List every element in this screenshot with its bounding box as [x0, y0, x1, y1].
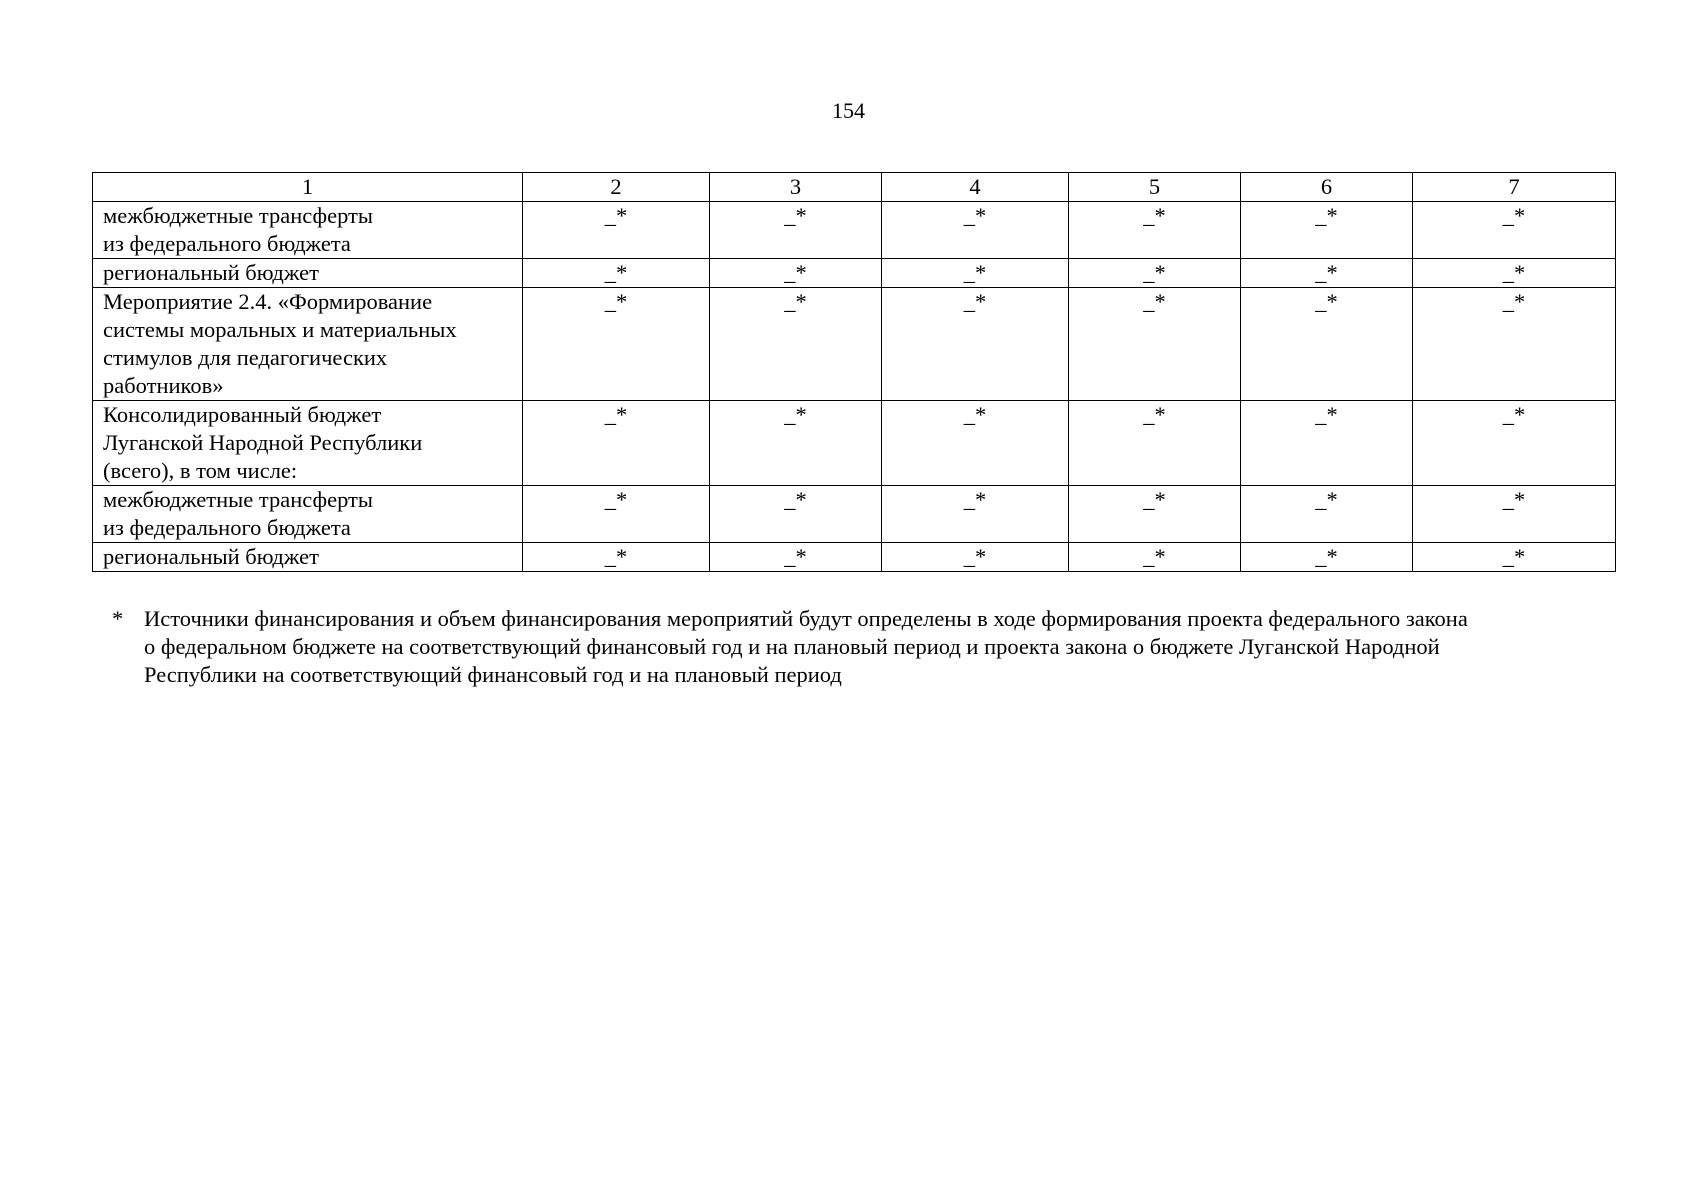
column-header: 3 [710, 173, 882, 202]
value-cell: _* [1241, 401, 1413, 486]
value-cell: _* [1069, 401, 1241, 486]
value-cell: _* [1413, 288, 1616, 401]
value-cell: _* [882, 543, 1069, 572]
value-cell: _* [523, 202, 710, 259]
table-row [93, 543, 1616, 572]
value-cell: _* [1069, 202, 1241, 259]
table-header-row [93, 173, 1616, 202]
row-label-line: Мероприятие 2.4. «Формирование [103, 289, 433, 314]
row-label-line: из федерального бюджета [103, 231, 351, 256]
value-cell: _* [1241, 202, 1413, 259]
footnote-line: о федеральном бюджете на соответствующий финансовый год и на плановый период и проекта закона о бюджете Луганской Народной [144, 634, 1440, 659]
value-cell: _* [710, 259, 882, 288]
value-cell: _* [710, 486, 882, 543]
row-label-cell [93, 401, 523, 486]
value-cell: _* [523, 486, 710, 543]
value-cell: _* [1069, 259, 1241, 288]
row-label-cell [93, 202, 523, 259]
value-cell: _* [882, 288, 1069, 401]
column-header: 6 [1241, 173, 1413, 202]
table-row [93, 259, 1616, 288]
value-cell: _* [523, 288, 710, 401]
value-cell: _* [1069, 288, 1241, 401]
footnote [112, 605, 1632, 689]
column-header: 7 [1413, 173, 1616, 202]
value-cell: _* [882, 486, 1069, 543]
footnote-text [144, 605, 1632, 689]
table-row [93, 486, 1616, 543]
row-label-line: Консолидированный бюджет [103, 402, 382, 427]
footnote-line: Источники финансирования и объем финансирования мероприятий будут определены в ходе формирования проекта федерального закона [144, 606, 1468, 631]
value-cell: _* [523, 543, 710, 572]
value-cell: _* [523, 401, 710, 486]
row-label-line: региональный бюджет [103, 544, 319, 569]
row-label-line: работников» [103, 373, 224, 398]
row-label-cell [93, 486, 523, 543]
value-cell: _* [1241, 259, 1413, 288]
value-cell: _* [710, 288, 882, 401]
value-cell: _* [1413, 401, 1616, 486]
value-cell: _* [1241, 543, 1413, 572]
row-label-cell [93, 288, 523, 401]
value-cell: _* [1413, 486, 1616, 543]
row-label-line: системы моральных и материальных [103, 317, 457, 342]
value-cell: _* [882, 202, 1069, 259]
row-label-line: (всего), в том числе: [103, 458, 298, 483]
value-cell: _* [1413, 259, 1616, 288]
value-cell: _* [710, 543, 882, 572]
row-label-cell [93, 259, 523, 288]
page-number: 154 [832, 98, 865, 123]
value-cell: _* [882, 401, 1069, 486]
column-header: 1 [93, 173, 523, 202]
value-cell: _* [882, 259, 1069, 288]
row-label-line: из федерального бюджета [103, 515, 351, 540]
table-row [93, 202, 1616, 259]
row-label-line: региональный бюджет [103, 260, 319, 285]
financing-table [92, 172, 1616, 572]
value-cell: _* [1413, 543, 1616, 572]
value-cell: _* [710, 401, 882, 486]
table-body [93, 202, 1616, 572]
column-header: 2 [523, 173, 710, 202]
row-label-line: Луганской Народной Республики [103, 430, 423, 455]
footnote-line: Республики на соответствующий финансовый год и на плановый период [144, 662, 842, 687]
value-cell: _* [523, 259, 710, 288]
value-cell: _* [1069, 486, 1241, 543]
row-label-line: межбюджетные трансферты [103, 203, 373, 228]
row-label-line: стимулов для педагогических [103, 345, 388, 370]
footnote-mark: * [112, 606, 124, 631]
value-cell: _* [1069, 543, 1241, 572]
value-cell: _* [710, 202, 882, 259]
row-label-line: межбюджетные трансферты [103, 487, 373, 512]
value-cell: _* [1413, 202, 1616, 259]
value-cell: _* [1241, 486, 1413, 543]
table-row [93, 401, 1616, 486]
column-header: 4 [882, 173, 1069, 202]
table-row [93, 288, 1616, 401]
column-header: 5 [1069, 173, 1241, 202]
row-label-cell [93, 543, 523, 572]
value-cell: _* [1241, 288, 1413, 401]
